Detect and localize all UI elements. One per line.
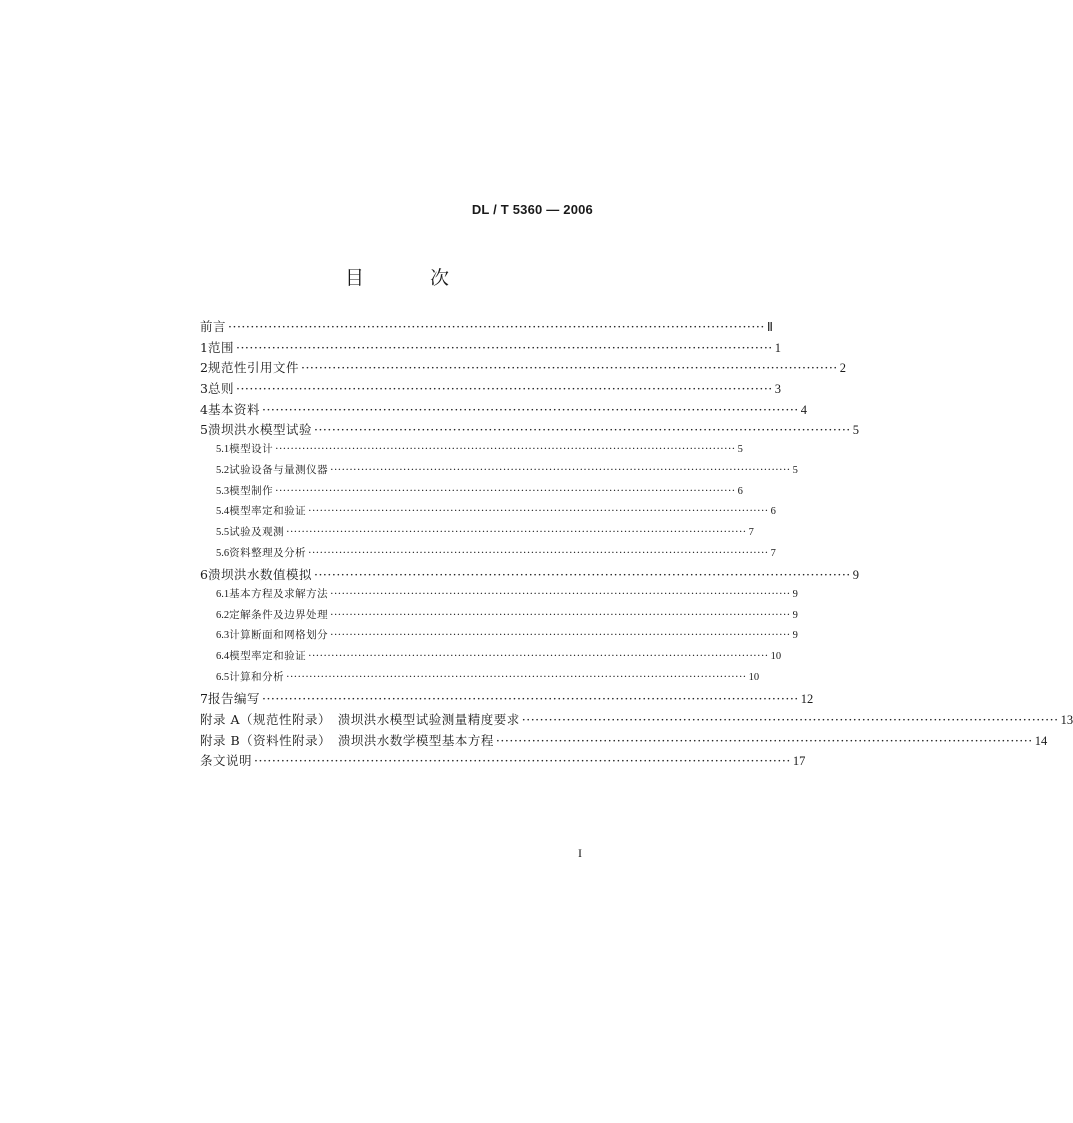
toc-entry-page: 7: [748, 526, 754, 538]
toc-entry-label: 试验设备与量测仪器: [229, 463, 329, 476]
toc-entry[interactable]: [200, 462, 798, 483]
toc-entry-number: 2: [200, 360, 208, 376]
toc-leader-dots: ························································································································: [261, 691, 799, 707]
toc-entry-page: 9: [792, 609, 798, 621]
toc-entry[interactable]: [200, 503, 776, 524]
toc-entry-label: 计算和分析: [229, 670, 285, 683]
toc-entry-number: 5.1: [216, 444, 230, 456]
toc-entry[interactable]: [200, 669, 760, 690]
toc-entry-number: 6.4: [216, 651, 230, 662]
toc-entry-label: 报告编写: [207, 691, 260, 707]
table-of-contents: [200, 317, 1073, 772]
toc-entry-page: 9: [792, 630, 798, 642]
toc-entry-label: 基本资料: [207, 401, 260, 417]
toc-entry-label: 模型制作: [229, 484, 274, 497]
toc-entry-page: 5: [852, 423, 860, 438]
toc-entry-page: 13: [1060, 713, 1073, 728]
toc-entry-label: 模型率定和验证: [229, 505, 307, 518]
toc-entry-number: 5: [200, 422, 208, 438]
toc-entry-number: 6.2: [216, 609, 230, 621]
toc-entry[interactable]: [200, 751, 806, 772]
toc-entry-number: 5.4: [216, 506, 230, 518]
toc-entry-label: 计算断面和网格划分: [229, 629, 329, 642]
toc-entry-label: 条文说明: [200, 753, 253, 769]
footer-page-number: I: [578, 846, 582, 860]
toc-leader-dots: ························································································································: [308, 650, 769, 662]
toc-entry[interactable]: [200, 524, 754, 545]
toc-entry[interactable]: [200, 731, 1048, 752]
toc-leader-dots: ························································································································: [330, 463, 791, 476]
toc-entry-label: 溃坝洪水模型试验: [207, 422, 312, 438]
toc-leader-dots: ························································································································: [286, 525, 747, 538]
toc-entry-number: 6.5: [216, 671, 230, 683]
toc-leader-dots: ························································································································: [228, 319, 765, 334]
toc-entry-page: 10: [770, 651, 782, 662]
toc-entry[interactable]: [200, 586, 798, 607]
toc-entry-page: 9: [792, 588, 798, 600]
toc-leader-dots: ························································································································: [330, 587, 791, 600]
toc-entry-label: 定解条件及边界处理: [229, 608, 329, 621]
toc-entry-page: 10: [748, 671, 760, 683]
toc-entry[interactable]: [200, 400, 808, 421]
toc-entry-label: 附录 B（资料性附录） 溃坝洪水数学模型基本方程: [200, 732, 494, 748]
toc-entry[interactable]: [200, 379, 782, 400]
toc-leader-dots: ························································································································: [313, 422, 851, 438]
toc-leader-dots: ························································································································: [313, 567, 851, 583]
toc-entry-label: 模型设计: [229, 443, 274, 456]
toc-entry-label: 基本方程及求解方法: [229, 587, 329, 600]
toc-entry-label: 前言: [200, 319, 227, 334]
toc-leader-dots: ························································································································: [275, 484, 736, 497]
toc-entry-number: 6.3: [216, 630, 230, 642]
toc-leader-dots: ························································································································: [521, 712, 1059, 728]
toc-entry-page: 1: [774, 340, 782, 355]
toc-entry[interactable]: [200, 607, 798, 628]
toc-entry-page: Ⅱ: [766, 320, 773, 334]
toc-leader-dots: ························································································································: [235, 381, 773, 397]
toc-leader-dots: ························································································································: [261, 401, 799, 417]
toc-entry-number: 5.2: [216, 464, 230, 476]
toc-entry-number: 5.6: [216, 547, 230, 559]
toc-entry-page: 7: [770, 547, 776, 559]
toc-entry-label: 资料整理及分析: [229, 546, 307, 559]
toc-entry-label: 试验及观测: [229, 525, 285, 538]
toc-entry-page: 6: [737, 485, 743, 497]
toc-entry-label: 溃坝洪水数值模拟: [207, 567, 312, 583]
toc-entry-page: 14: [1034, 733, 1048, 748]
toc-entry[interactable]: [200, 545, 776, 566]
toc-leader-dots: ························································································································: [308, 505, 769, 518]
toc-entry-number: 5.3: [216, 485, 230, 497]
toc-entry[interactable]: [200, 689, 814, 710]
toc-entry-number: 4: [200, 401, 208, 417]
toc-entry-page: 17: [792, 754, 806, 769]
toc-leader-dots: ························································································································: [300, 360, 838, 376]
toc-title: 目 次: [344, 267, 480, 289]
toc-entry[interactable]: [200, 420, 860, 441]
toc-entry-label: 范围: [207, 339, 234, 355]
toc-entry-label: 规范性引用文件: [207, 360, 299, 376]
toc-entry-label: 附录 A（规范性附录） 溃坝洪水模型试验测量精度要求: [200, 712, 520, 728]
toc-entry-page: 5: [737, 444, 743, 456]
toc-entry[interactable]: [200, 317, 773, 338]
standard-code: DL / T 5360 — 2006: [471, 202, 593, 217]
toc-entry-page: 6: [770, 506, 776, 518]
toc-leader-dots: ························································································································: [330, 629, 791, 642]
toc-leader-dots: ························································································································: [330, 608, 791, 621]
toc-entry-number: 7: [200, 691, 208, 707]
toc-leader-dots: ························································································································: [495, 732, 1033, 748]
toc-entry-number: 3: [200, 381, 208, 397]
toc-entry-page: 4: [800, 402, 808, 417]
toc-entry-page: 2: [839, 361, 847, 376]
toc-entry-page: 9: [852, 568, 860, 583]
toc-entry[interactable]: [200, 441, 743, 462]
toc-entry-number: 1: [200, 339, 208, 355]
toc-entry-label: 模型率定和验证: [229, 650, 307, 662]
toc-entry-page: 5: [792, 464, 798, 476]
toc-entry[interactable]: [200, 565, 860, 586]
toc-entry[interactable]: [200, 710, 1073, 731]
toc-leader-dots: ························································································································: [308, 546, 769, 559]
toc-entry-number: 6.1: [216, 588, 230, 600]
toc-entry[interactable]: [200, 358, 847, 379]
toc-leader-dots: ························································································································: [254, 753, 791, 769]
toc-entry[interactable]: [200, 648, 782, 669]
toc-entry-page: 3: [774, 382, 782, 397]
toc-entry-number: 6: [200, 567, 208, 583]
toc-entry-number: 5.5: [216, 526, 230, 538]
toc-leader-dots: ························································································································: [235, 339, 773, 355]
toc-leader-dots: ························································································································: [286, 670, 747, 683]
toc-entry[interactable]: [200, 627, 798, 648]
toc-entry[interactable]: [200, 483, 743, 504]
toc-entry[interactable]: [200, 338, 782, 359]
toc-entry-page: 12: [800, 692, 814, 707]
toc-entry-label: 总则: [207, 381, 234, 397]
toc-leader-dots: ························································································································: [275, 443, 736, 456]
